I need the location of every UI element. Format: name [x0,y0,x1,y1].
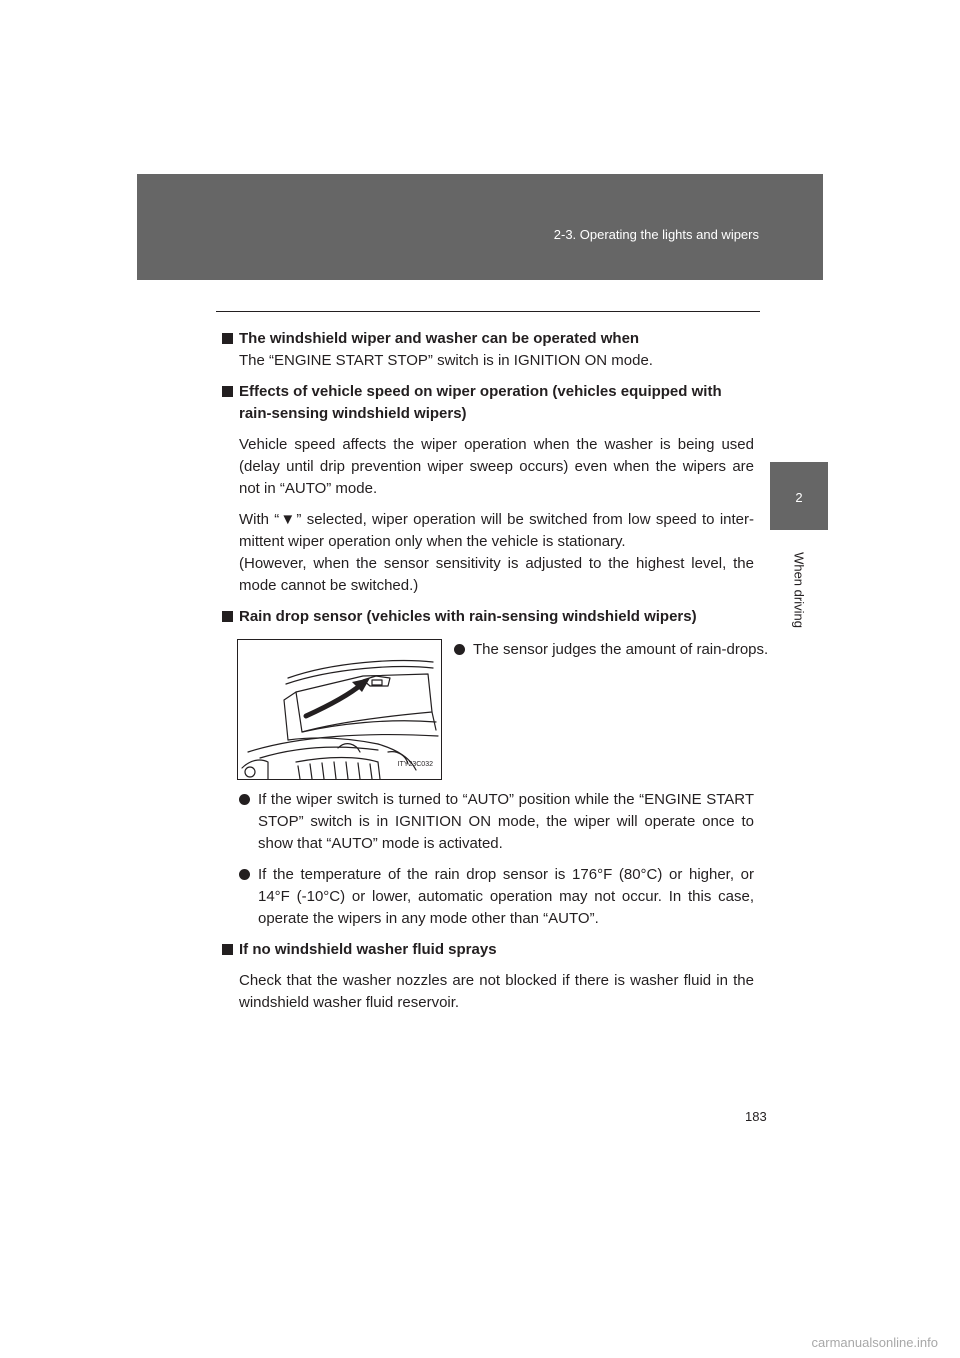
section-heading-washer-fluid: If no windshield washer fluid sprays [222,939,754,961]
section-heading-vehicle-speed: Effects of vehicle speed on wiper operation (vehicles equipped with rain-sensing windshield wipers) [222,381,754,425]
chapter-tab [770,462,828,530]
page-content [222,328,769,1014]
square-bullet-icon [222,944,233,955]
square-bullet-icon [222,611,233,622]
page-number: 183 [745,1109,767,1124]
top-rule [216,311,760,312]
rain-sensor-bullets [222,789,754,930]
section-title: 2-3. Operating the lights and wipers [553,227,759,242]
section-heading-rain-sensor: Rain drop sensor (vehicles with rain-sensing windshield wipers) [222,606,754,628]
chapter-number: 2 [795,490,803,505]
watermark: carmanualsonline.info [811,1335,938,1350]
section-text: (However, when the sensor sensitivity is adjusted to the highest level, the mode cannot be switched.) [239,555,754,594]
triangle-down-icon: ▼ [279,511,297,528]
list-item: If the wiper switch is turned to “AUTO” position while the “ENGINE START STOP” switch is in IGNITION ON mode, the wiper will operate once to show that “AUTO” mode is activated. [239,789,754,855]
round-bullet-icon [239,794,250,805]
header-band [137,174,823,280]
section-text: Vehicle speed affects the wiper operation when the washer is being used (delay until drip prevention wiper sweep occurs) even when the wipers are not in “AUTO” mode. [239,436,754,497]
square-bullet-icon [222,333,233,344]
section-text: Check that the washer nozzles are not blocked if there is washer fluid in the windshield washer fluid reservoir. [239,972,754,1011]
chapter-label: When driving [791,552,807,628]
square-bullet-icon [222,386,233,397]
list-item: If the temperature of the rain drop sensor is 176°F (80°C) or higher, or 14°F (-10°C) or lower, automatic operation may not occur. In this case, operate the wipers in any mode other than “AUTO”. [239,864,754,930]
rain-sensor-illustration [237,639,442,780]
section-text: With “▼” selected, wiper operation will be switched from low speed to inter-mittent wiper operation only when the vehicle is stationary. [239,511,754,550]
section-heading-operation-condition: The windshield wiper and washer can be operated when [222,328,754,350]
round-bullet-icon [454,644,465,655]
illustration-row [222,639,769,789]
round-bullet-icon [239,869,250,880]
section-text: The “ENGINE START STOP” switch is in IGNITION ON mode. [239,352,653,369]
figure-code: ITY23C032 [397,761,433,768]
figure-bullet: The sensor judges the amount of rain-drops. [454,639,773,661]
